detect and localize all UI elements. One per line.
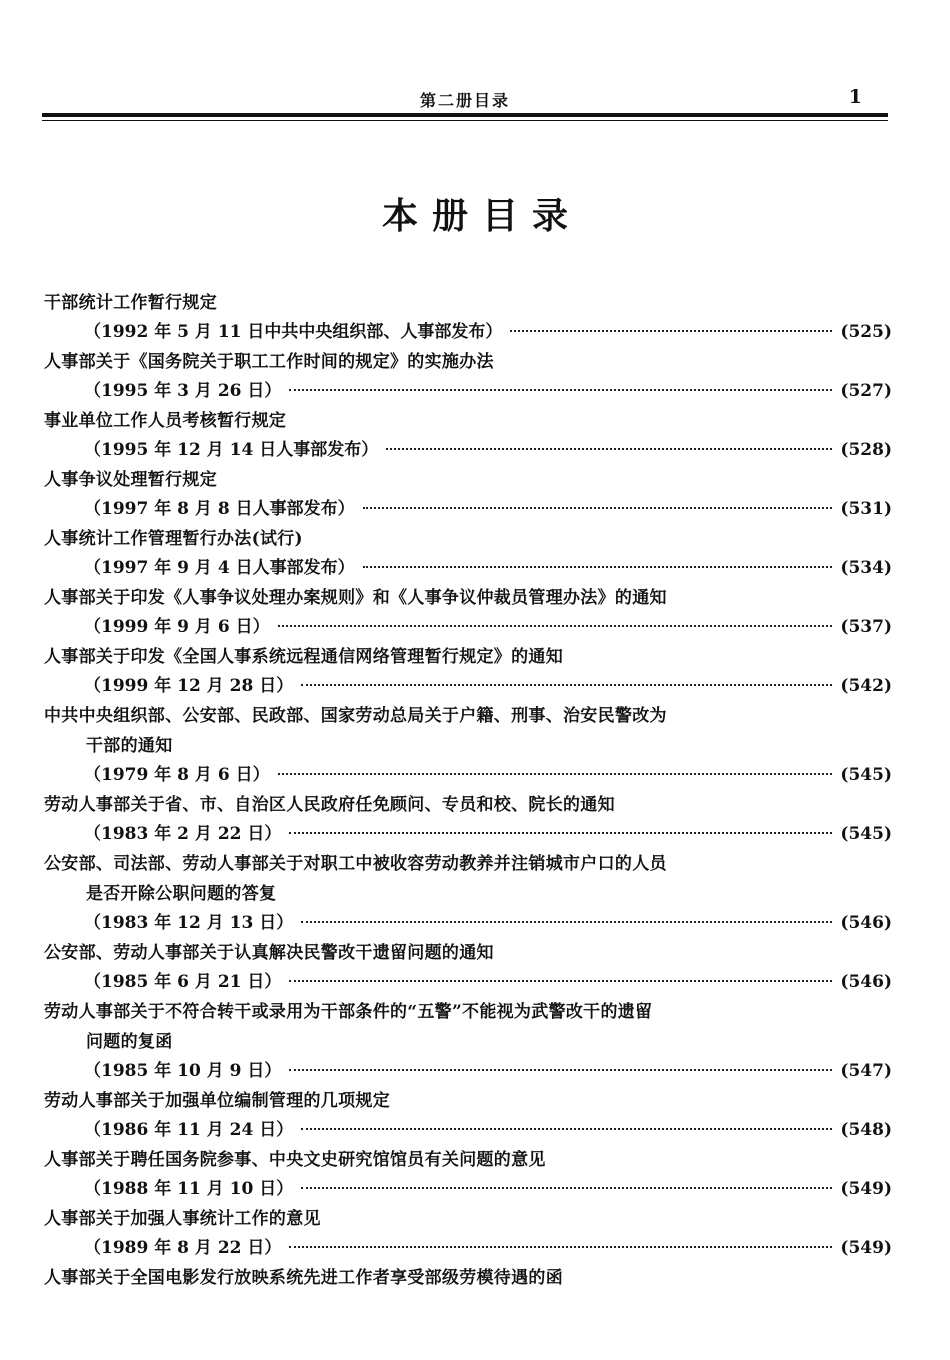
entry-date: （1983 年 2 月 22 日） — [84, 824, 282, 844]
toc-entry[interactable] — [44, 1086, 892, 1145]
entry-page-ref: (537) — [840, 617, 892, 637]
entry-page-ref: (545) — [840, 765, 892, 785]
entry-date: （1988 年 11 月 10 日） — [84, 1179, 294, 1199]
toc-entry[interactable] — [44, 701, 892, 790]
entry-title: 干部统计工作暂行规定 — [44, 293, 217, 313]
entry-date: （1989 年 8 月 22 日） — [84, 1238, 282, 1258]
entry-page-ref: (525) — [840, 322, 892, 342]
entry-date: （1997 年 9 月 4 日人事部发布） — [84, 558, 355, 578]
toc-entry[interactable] — [44, 1204, 892, 1263]
entry-title: 人事部关于加强人事统计工作的意见 — [44, 1209, 321, 1229]
dot-leader — [386, 448, 832, 450]
toc-entry[interactable] — [44, 849, 892, 938]
entry-title: 人事统计工作管理暂行办法(试行) — [44, 529, 303, 549]
entry-page-ref: (527) — [840, 381, 892, 401]
entry-page-ref: (534) — [840, 558, 892, 578]
entry-date-row — [44, 672, 892, 701]
dot-leader — [301, 921, 832, 923]
toc-entry[interactable] — [44, 288, 892, 347]
entry-date-row — [44, 436, 892, 465]
entry-page-ref: (546) — [840, 972, 892, 992]
dot-leader — [289, 832, 832, 834]
entry-date: （1995 年 3 月 26 日） — [84, 381, 282, 401]
entry-date-row — [44, 761, 892, 790]
toc-entry[interactable] — [44, 406, 892, 465]
entry-title: 是否开除公职问题的答复 — [86, 884, 277, 904]
dot-leader — [363, 507, 833, 509]
entry-page-ref: (548) — [840, 1120, 892, 1140]
running-title: 第二册目录 — [419, 91, 510, 110]
entry-title: 公安部、劳动人事部关于认真解决民警改干遗留问题的通知 — [44, 943, 494, 963]
entry-title: 人事争议处理暂行规定 — [44, 470, 217, 490]
page-title: 本册目录 — [381, 196, 582, 237]
dot-leader — [278, 773, 833, 775]
entry-date-row — [44, 968, 892, 997]
dot-leader — [301, 1187, 832, 1189]
dot-leader — [363, 566, 833, 568]
toc-entry[interactable] — [44, 938, 892, 997]
entry-title: 人事部关于聘任国务院参事、中央文史研究馆馆员有关问题的意见 — [44, 1150, 546, 1170]
entry-title: 中共中央组织部、公安部、民政部、国家劳动总局关于户籍、刑事、治安民警改为 — [44, 706, 667, 726]
dot-leader — [278, 625, 833, 627]
entry-date-row — [44, 1116, 892, 1145]
entry-title: 劳动人事部关于不符合转干或录用为干部条件的“五警”不能视为武警改干的遗留 — [44, 1002, 653, 1022]
toc-entry[interactable] — [44, 583, 892, 642]
entry-title: 公安部、司法部、劳动人事部关于对职工中被收容劳动教养并注销城市户口的人员 — [44, 854, 667, 874]
entry-date: （1995 年 12 月 14 日人事部发布） — [84, 440, 379, 460]
entry-page-ref: (546) — [840, 913, 892, 933]
entry-title: 干部的通知 — [86, 736, 173, 756]
entry-page-ref: (549) — [840, 1179, 892, 1199]
toc-entry[interactable] — [44, 790, 892, 849]
entry-date: （1983 年 12 月 13 日） — [84, 913, 294, 933]
dot-leader — [289, 1246, 832, 1248]
entry-date-row — [44, 318, 892, 347]
running-header — [42, 88, 888, 110]
entry-date: （1997 年 8 月 8 日人事部发布） — [84, 499, 355, 519]
entry-title: 劳动人事部关于加强单位编制管理的几项规定 — [44, 1091, 390, 1111]
entry-date-row — [44, 820, 892, 849]
entry-date-row — [44, 1175, 892, 1204]
entry-date: （1979 年 8 月 6 日） — [84, 765, 270, 785]
entry-date-row — [44, 909, 892, 938]
entry-title: 人事部关于印发《人事争议处理办案规则》和《人事争议仲裁员管理办法》的通知 — [44, 588, 667, 608]
entry-title: 事业单位工作人员考核暂行规定 — [44, 411, 287, 431]
entry-date: （1985 年 6 月 21 日） — [84, 972, 282, 992]
toc-entry[interactable] — [44, 997, 892, 1086]
entry-date-row — [44, 1057, 892, 1086]
entry-title: 人事部关于全国电影发行放映系统先进工作者享受部级劳模待遇的函 — [44, 1268, 563, 1288]
entry-date: （1992 年 5 月 11 日中共中央组织部、人事部发布） — [84, 322, 503, 342]
entry-title: 人事部关于印发《全国人事系统远程通信网络管理暂行规定》的通知 — [44, 647, 563, 667]
dot-leader — [301, 1128, 832, 1130]
entry-date: （1999 年 9 月 6 日） — [84, 617, 270, 637]
entry-title: 人事部关于《国务院关于职工工作时间的规定》的实施办法 — [44, 352, 494, 372]
entry-date: （1985 年 10 月 9 日） — [84, 1061, 282, 1081]
entry-date-row — [44, 377, 892, 406]
entry-page-ref: (542) — [840, 676, 892, 696]
dot-leader — [510, 330, 832, 332]
header-rule-thin — [42, 120, 888, 121]
entry-page-ref: (531) — [840, 499, 892, 519]
entry-date-row — [44, 1234, 892, 1263]
entry-title: 问题的复函 — [86, 1032, 173, 1052]
header-rule-thick — [42, 113, 888, 117]
toc-entry[interactable] — [44, 1263, 892, 1293]
entry-page-ref: (547) — [840, 1061, 892, 1081]
toc-entry[interactable] — [44, 347, 892, 406]
dot-leader — [289, 389, 832, 391]
entry-date: （1999 年 12 月 28 日） — [84, 676, 294, 696]
table-of-contents — [44, 288, 892, 1293]
page-number: 1 — [848, 86, 862, 108]
toc-entry[interactable] — [44, 642, 892, 701]
dot-leader — [289, 980, 832, 982]
toc-entry[interactable] — [44, 524, 892, 583]
toc-entry[interactable] — [44, 1145, 892, 1204]
toc-entry[interactable] — [44, 465, 892, 524]
entry-title: 劳动人事部关于省、市、自治区人民政府任免顾问、专员和校、院长的通知 — [44, 795, 615, 815]
entry-page-ref: (549) — [840, 1238, 892, 1258]
dot-leader — [289, 1069, 832, 1071]
entry-date: （1986 年 11 月 24 日） — [84, 1120, 294, 1140]
entry-date-row — [44, 613, 892, 642]
dot-leader — [301, 684, 832, 686]
entry-page-ref: (528) — [840, 440, 892, 460]
entry-page-ref: (545) — [840, 824, 892, 844]
entry-date-row — [44, 554, 892, 583]
entry-date-row — [44, 495, 892, 524]
